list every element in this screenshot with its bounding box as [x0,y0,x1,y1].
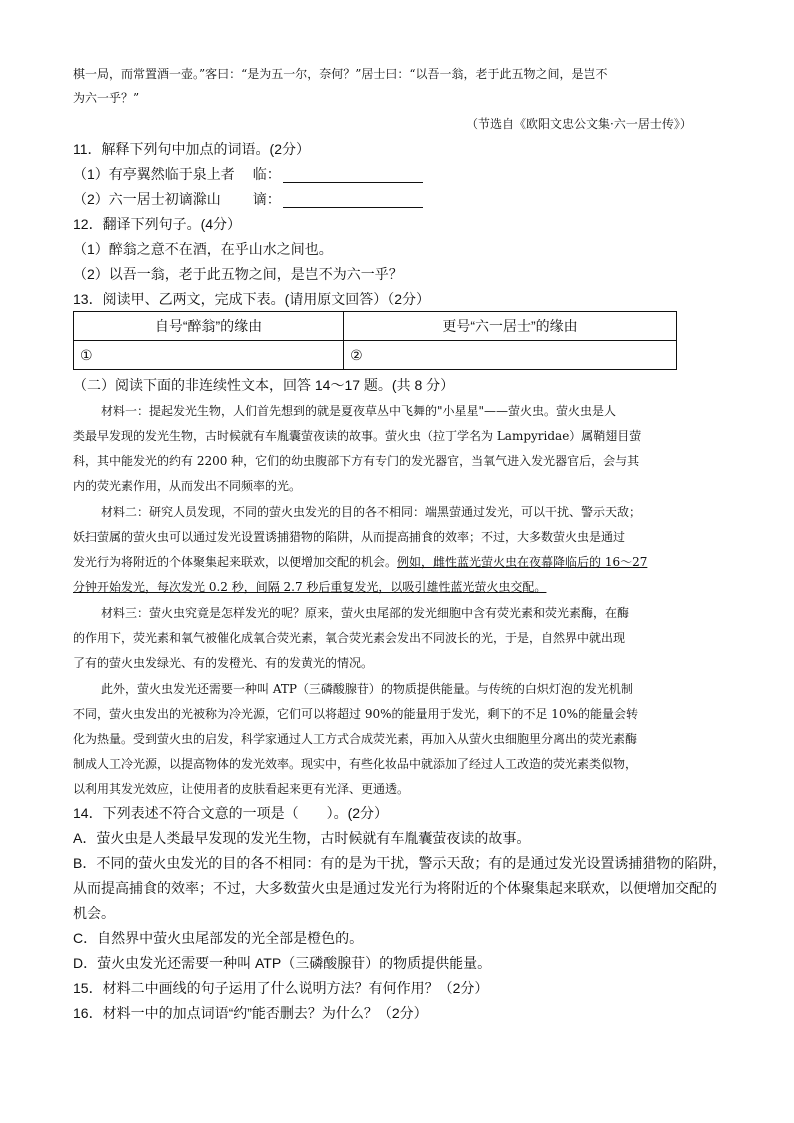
material-3-line: 此外，萤火虫发光还需要一种叫 ATP（三磷酸腺苷）的物质提供能量。与传统的白炽灯泡的发光机制 [101,682,633,696]
answer-table [73,311,677,370]
passage-source: （节选自《欧阳文忠公文集·六一居士传》） [466,117,692,131]
underlined-sentence: 分钟开始发光，每次发光 0.2 秒，间隔 2.7 秒后重复发光，以吸引雄性蓝光萤火虫交配。 [73,580,547,594]
passage-line: 棋一局，而常置酒一壶。”客曰：“是为五一尔，奈何？”居士曰：“以吾一翁，老于此五物之间，是岂不 [73,67,608,81]
passage-line: 为六一乎？” [73,91,140,105]
material-1-line: 科，其中能发光的约有 2200 种，它们的幼虫腹部下方有专门的发光器官，当氧气进入发光器官后，会与其 [73,454,640,468]
material-3-line: 化为热量。受到萤火虫的启发，科学家通过人工方式合成荧光素，再加入从萤火虫细胞里分离出的荧光素酶 [73,732,638,746]
question-15-stem: 15．材料二中画线的句子运用了什么说明方法？有何作用？（2分） [73,980,489,996]
question-12-item-2: （2）以吾一翁，老于此五物之间，是岂不为六一乎？ [73,266,403,282]
material-2-line [73,553,647,570]
question-11-item-1 [73,164,423,184]
material-3-line: 的作用下，荧光素和氧气被催化成氧合荧光素，氧合荧光素会发出不同波长的光，于是，自然界中就出现 [73,631,626,645]
material-3-line: 制成人工冷光源，以提高物体的发光效率。现实中，有些化妆品中就添加了经过人工改造的荧光素类似物， [73,757,638,771]
question-12-stem: 12．翻译下列句子。(4分） [73,216,242,232]
table-header: 更号“六一居士”的缘由 [344,312,677,341]
material-1-line: 材料一：提起发光生物，人们首先想到的就是夏夜草丛中飞舞的"小星星"——萤火虫。萤火虫是人 [101,404,617,418]
answer-blank[interactable] [283,168,423,183]
underlined-sentence: 例如，雌性蓝光萤火虫在夜幕降临后的 16～27 [397,555,648,569]
option-b-continued: 机会。 [73,905,115,921]
material-3-line: 了有的萤火虫发绿光、有的发橙光、有的发黄光的情况。 [73,656,374,670]
question-11-stem: 11．解释下列句中加点的词语。(2分） [73,141,310,157]
question-12-item-1: （1）醉翁之意不在酒，在乎山水之间也。 [73,241,333,257]
material-1-line: 类最早发现的发光生物，古时候就有车胤囊萤夜读的故事。萤火虫（拉丁学名为 Lampyridae）属鞘翅目萤 [73,429,642,443]
material-2-line: 材料二：研究人员发现，不同的萤火虫发光的目的各不相同：端黑萤通过发光，可以干扰、警示天敌； [101,505,642,519]
material-3-line: 以利用其发光效应，让使用者的皮肤看起来更有光泽、更通透。 [73,782,410,796]
question-11-item-2 [73,189,423,209]
option-c[interactable]: C．自然界中萤火虫尾部发的光全部是橙色的。 [73,930,364,946]
material-3-line: 不同，萤火虫发出的光被称为冷光源，它们可以将超过 90%的能量用于发光，剩下的不足 10%的能量会转 [73,707,638,721]
table-cell[interactable]: ① [74,341,344,370]
option-b[interactable]: B．不同的萤火虫发光的目的各不相同：有的是为干扰，警示天敌；有的是通过发光设置诱捕猎物的陷阱， [73,855,727,871]
material-1-line: 内的荧光素作用，从而发出不同频率的光。 [73,479,302,493]
table-cell[interactable]: ② [344,341,677,370]
option-b-continued: 从而提高捕食的效率；不过，大多数萤火虫是通过发光行为将附近的个体聚集起来联欢，以便增加交配的 [73,880,717,896]
item-text: （1）有亭翼然临于泉上者 [73,166,235,182]
item-word: 谪： [252,191,281,207]
section-heading: （二）阅读下面的非连续性文本，回答 14～17 题。(共 8 分） [73,377,455,393]
question-13-stem: 13．阅读甲、乙两文，完成下表。(请用原文回答）（2分） [73,291,431,307]
table-header: 自号“醉翁”的缘由 [74,312,344,341]
option-a[interactable]: A．萤火虫是人类最早发现的发光生物，古时候就有车胤囊萤夜读的故事。 [73,830,531,846]
material-3-line: 材料三：萤火虫究竟是怎样发光的呢？原来，萤火虫尾部的发光细胞中含有荧光素和荧光素酶，在酶 [101,606,630,620]
answer-blank[interactable] [283,193,423,208]
question-16-stem: 16．材料一中的加点词语“约”能否删去？为什么？（2分） [73,1005,428,1021]
option-d[interactable]: D．萤火虫发光还需要一种叫 ATP（三磷酸腺苷）的物质提供能量。 [73,955,492,971]
plain-text: 发光行为将附近的个体聚集起来联欢，以便增加交配的机会。 [73,555,398,569]
item-word: 临： [252,166,281,182]
item-text: （2）六一居士初谪滁山 [73,191,221,207]
material-2-line: 妖扫萤属的萤火虫可以通过发光设置诱捕猎物的陷阱，从而提高捕食的效率；不过，大多数萤火虫是通过 [73,530,626,544]
question-14-stem: 14．下列表述不符合文意的一项是（ ）。(2分） [73,805,389,821]
